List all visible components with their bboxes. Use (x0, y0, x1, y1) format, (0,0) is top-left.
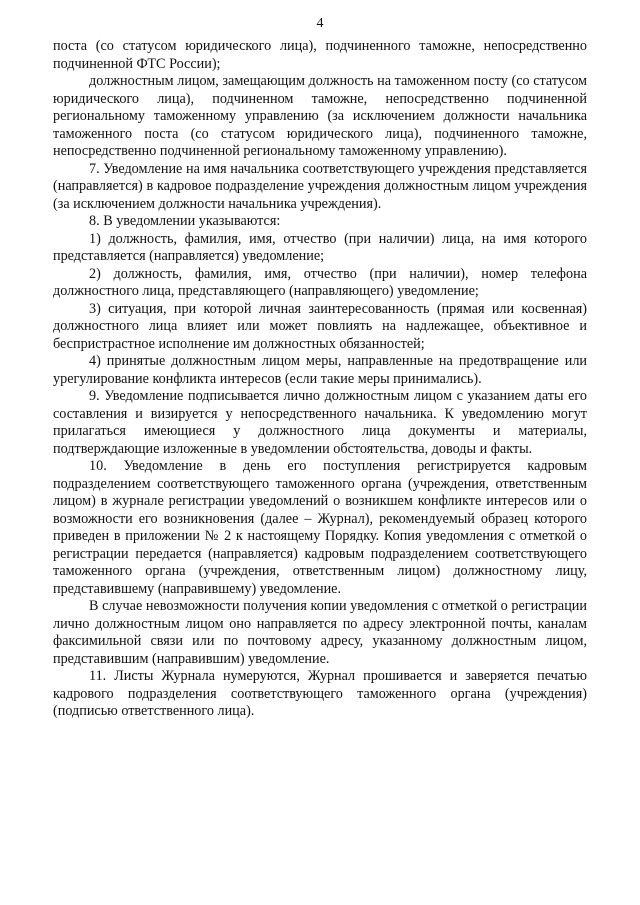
paragraph-7: 4) принятые должностным лицом меры, направленные на предотвращение или урегулирование конфликта интересов (если такие меры принимались). (53, 353, 587, 387)
document-body (53, 38, 587, 721)
paragraph-8: 9. Уведомление подписывается лично должностным лицом с указанием даты его составления и визируется у непосредственного начальника. К уведомлению могут прилагаться имеющиеся у должностного лица документы и материалы, подтверждающие изложенные в уведомлении обстоятельства, доводы и факты. (53, 388, 587, 457)
paragraph-6: 3) ситуация, при которой личная заинтересованность (прямая или косвенная) должностного лица влияет или может повлиять на надлежащее, объективное и беспристрастное исполнение им должностных обязанностей; (53, 300, 587, 352)
paragraph-9: 10. Уведомление в день его поступления регистрируется кадровым подразделением соответствующего таможенного органа (учреждения, ответственным лицом) в журнале регистрации уведомлений о возникшем конфликте интересов или о возможности его возникновения (далее – Журнал), рекомендуемый образец которого приведен в приложении № 2 к настоящему Порядку. Копия уведомления с отметкой о регистрации передается (направляется) кадровым подразделением соответствующего таможенного органа (учреждения, ответственным лицом) должностному лицу, представившему (направившему) уведомление. (53, 458, 587, 597)
paragraph-10: В случае невозможности получения копии уведомления с отметкой о регистрации лично должностным лицом оно направляется по адресу электронной почты, каналам факсимильной связи или по почтовому адресу, указанному должностным лицом, представившим (направившим) уведомление. (53, 598, 587, 667)
paragraph-2: 7. Уведомление на имя начальника соответствующего учреждения представляется (направляется) в кадровое подразделение учреждения должностным лицом учреждения (за исключением должности начальника учреждения). (53, 160, 587, 212)
paragraph-5: 2) должность, фамилия, имя, отчество (при наличии), номер телефона должностного лица, представляющего (направляющего) уведомление; (53, 265, 587, 299)
paragraph-4: 1) должность, фамилия, имя, отчество (при наличии) лица, на имя которого представляется (направляется) уведомление; (53, 230, 587, 264)
page-number: 4 (316, 16, 324, 31)
paragraph-0: поста (со статусом юридического лица), подчиненного таможне, непосредственно подчиненной ФТС России); (53, 38, 587, 72)
paragraph-1: должностным лицом, замещающим должность на таможенном посту (со статусом юридического лица), подчиненном таможне, непосредственно подчиненной региональному таможенному управлению (за исключением должности начальника таможенного поста (со статусом юридического лица), подчиненного таможне, непосредственно подчиненной региональному таможенному управлению). (53, 73, 587, 159)
paragraph-3: 8. В уведомлении указываются: (89, 213, 281, 229)
paragraph-11: 11. Листы Журнала нумеруются, Журнал прошивается и заверяется печатью кадрового подразделения соответствующего таможенного органа (учреждения) (подписью ответственного лица). (53, 668, 587, 719)
